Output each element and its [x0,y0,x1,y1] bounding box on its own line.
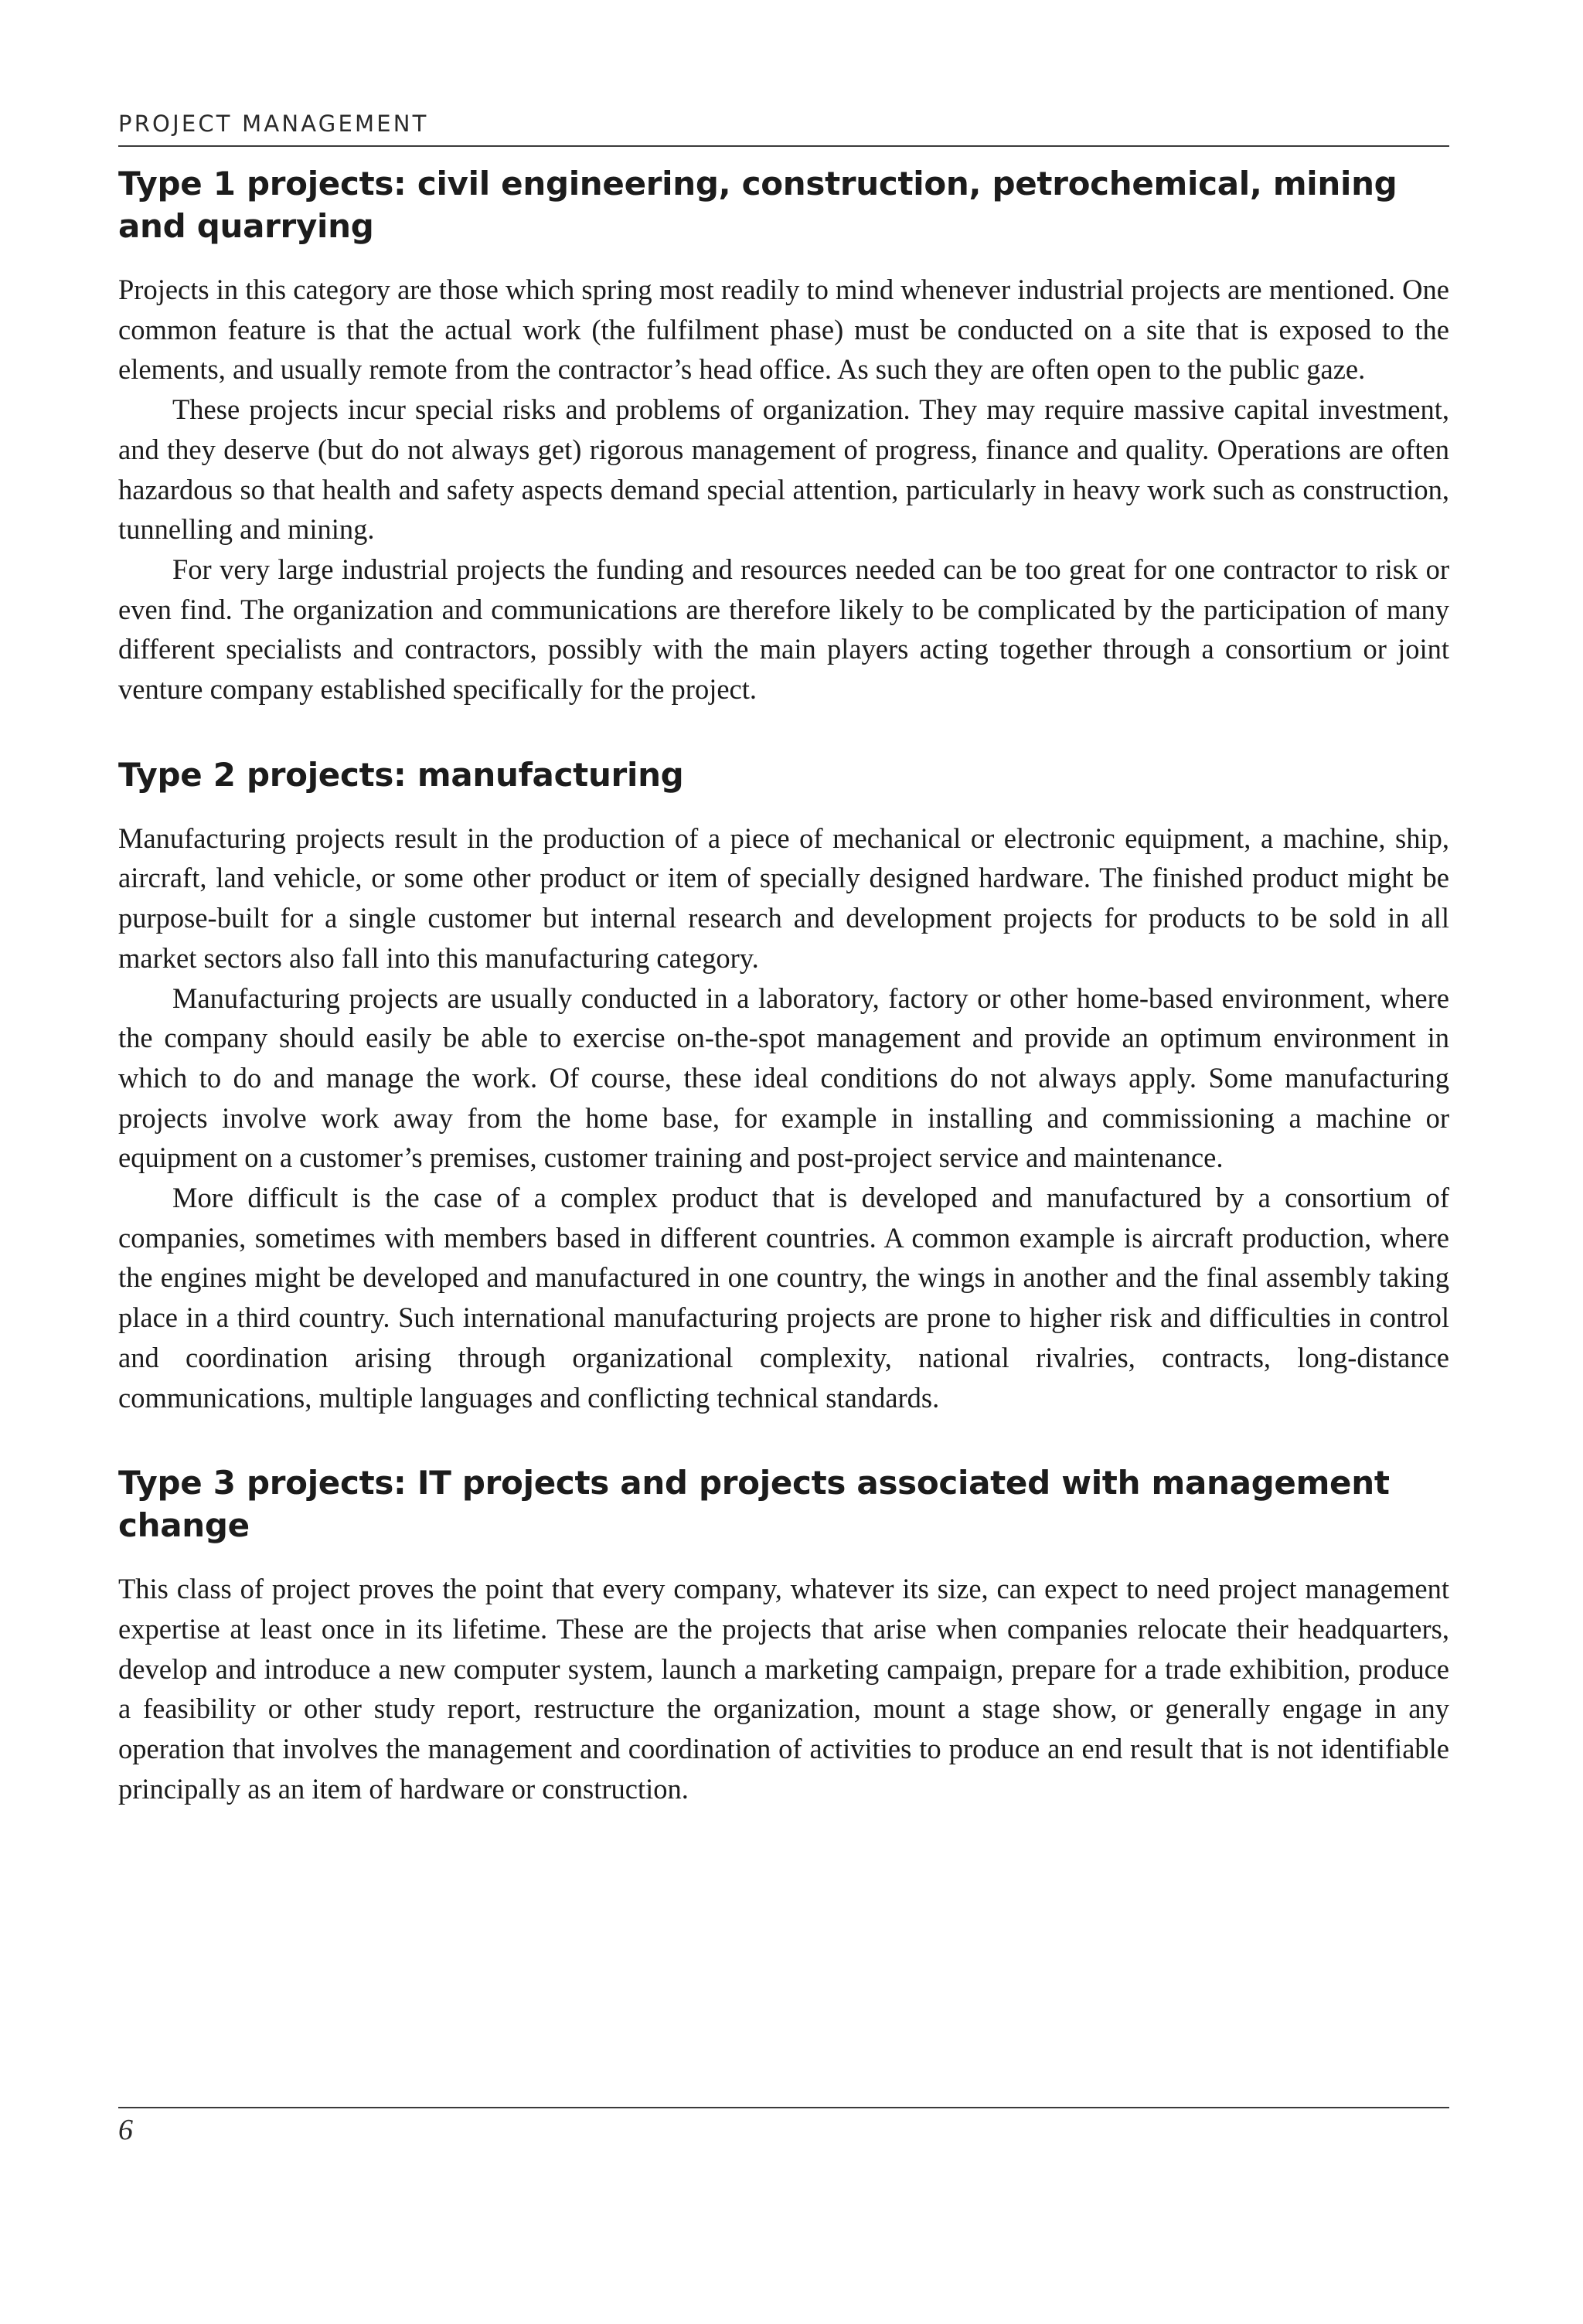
section-heading: Type 2 projects: manufacturing [118,755,684,794]
section-type-2 [118,754,1449,1418]
paragraph: Projects in this category are those which spring most readily to mind whenever industrial projects are mentioned. One common feature is that the actual work (the fulfilment phase) must be conducted on a site that is exposed to the elements, and usually remote from the contractor’s head office. As such they are often open to the public gaze. [118,274,1449,386]
paragraph: This class of project proves the point that every company, whatever its size, can expect to need project management expertise at least once in its lifetime. These are the projects that arise when companies relocate their headquarters, develop and introduce a new computer system, launch a marketing campaign, prepare for a trade exhibition, produce a feasibility or other study report, restructure the organization, mount a stage show, or generally engage in any operation that involves the management and coordination of activities to produce an end result that is not identifiable principally as an item of hardware or construction. [118,1573,1449,1805]
section-heading: Type 1 projects: civil engineering, construction, petrochemical, mining and quarrying [118,165,1397,245]
paragraph: Manufacturing projects result in the production of a piece of mechanical or electronic equipment, a machine, ship, aircraft, land vehicle, or some other product or item of specially designed hardware. The finished product might be purpose-built for a single customer but internal research and development projects for products to be sold in all market sectors also fall into this manufacturing category. [118,822,1449,974]
paragraph: Manufacturing projects are usually conducted in a laboratory, factory or other home-based environment, where the company should easily be able to exercise on-the-spot management and provide an optimum environment in which to do and manage the work. Of course, these ideal conditions do not always apply. Some manufacturing projects involve work away from the home base, for example in installing and commissioning a machine or equipment on a customer’s premises, customer training and post-project service and maintenance. [118,982,1449,1174]
page-content [118,110,1449,1853]
paragraph: These projects incur special risks and problems of organization. They may require massive capital investment, and they deserve (but do not always get) rigorous management of progress, finance and quality. Operations are often hazardous so that health and safety aspects demand special attention, particularly in heavy work such as construction, tunnelling and mining. [118,393,1449,546]
page-number: 6 [118,2114,133,2146]
section-type-3 [118,1461,1449,1809]
section-type-1 [118,162,1449,709]
page-footer [118,2107,1449,2147]
paragraph: For very large industrial projects the funding and resources needed can be too great for one contractor to risk or even find. The organization and communications are therefore likely to be complicated by the participation of many different specialists and contractors, possibly with the main players acting together through a consortium or joint venture company established specifically for the project. [118,553,1449,706]
paragraph: More difficult is the case of a complex product that is developed and manufactured by a consortium of companies, sometimes with members based in different countries. A common example is aircraft production, where the engines might be developed and manufactured in one country, the wings in another and the final assembly taking place in a third country. Such international manufacturing projects are prone to higher risk and difficulties in control and coordination arising through organizational complexity, national rivalries, contracts, long-distance communications, multiple languages and conflicting technical standards. [118,1182,1449,1414]
running-head: PROJECT MANAGEMENT [118,110,1449,147]
section-heading: Type 3 projects: IT projects and projects associated with management change [118,1464,1390,1545]
